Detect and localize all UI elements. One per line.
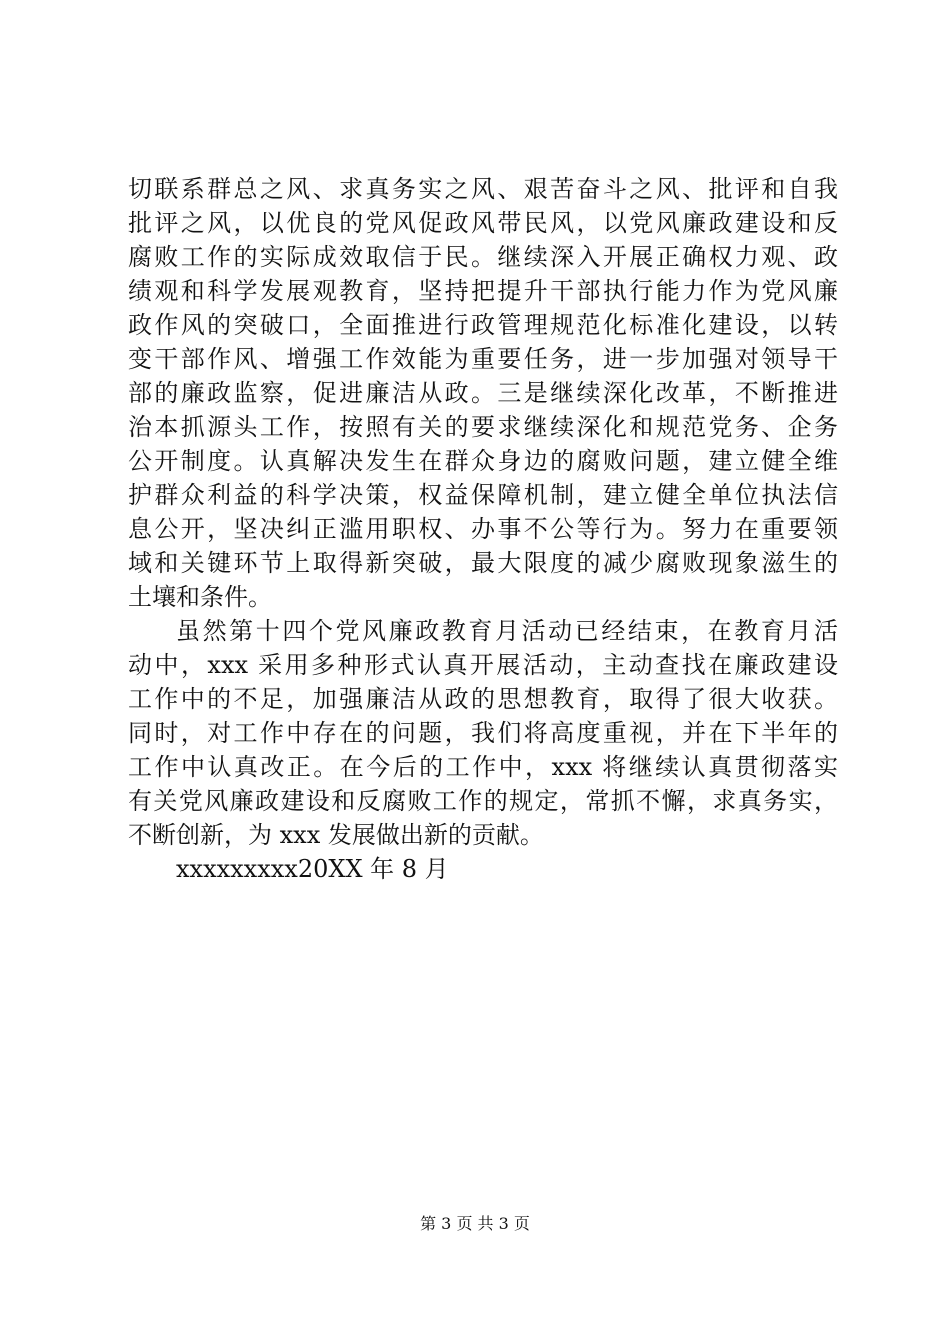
paragraph-1-line: 批评之风，以优良的党风促政风带民风，以党风廉政建设和反 bbox=[128, 209, 838, 237]
signature-date: xxxxxxxxx20XX 年 8 月 bbox=[176, 855, 449, 883]
paragraph-2-line: 工作中认真改正。在今后的工作中，xxx 将继续认真贯彻落实 bbox=[128, 753, 838, 781]
page-footer: 第 3 页 共 3 页 bbox=[420, 1214, 530, 1233]
paragraph-1-line: 治本抓源头工作，按照有关的要求继续深化和规范党务、企务 bbox=[128, 413, 838, 441]
paragraph-2-line: 有关党风廉政建设和反腐败工作的规定，常抓不懈，求真务实， bbox=[128, 787, 838, 815]
paragraph-1-line: 变干部作风、增强工作效能为重要任务，进一步加强对领导干 bbox=[128, 345, 838, 373]
paragraph-1-line: 部的廉政监察，促进廉洁从政。三是继续深化改革，不断推进 bbox=[128, 379, 838, 407]
paragraph-1-line: 政作风的突破口，全面推进行政管理规范化标准化建设，以转 bbox=[128, 311, 838, 339]
paragraph-1-line: 息公开，坚决纠正滥用职权、办事不公等行为。努力在重要领 bbox=[128, 515, 838, 543]
paragraph-1-line: 切联系群总之风、求真务实之风、艰苦奋斗之风、批评和自我 bbox=[128, 175, 838, 203]
paragraph-2-line: 不断创新，为 xxx 发展做出新的贡献。 bbox=[128, 821, 544, 849]
paragraph-1-line: 绩观和科学发展观教育，坚持把提升干部执行能力作为党风廉 bbox=[128, 277, 838, 305]
document-body bbox=[128, 172, 838, 886]
paragraph-2-line: 虽然第十四个党风廉政教育月活动已经结束，在教育月活 bbox=[176, 617, 838, 645]
paragraph-1-line: 腐败工作的实际成效取信于民。继续深入开展正确权力观、政 bbox=[128, 243, 838, 271]
paragraph-2-line: 动中，xxx 采用多种形式认真开展活动，主动查找在廉政建设 bbox=[128, 651, 838, 679]
paragraph-2-line: 工作中的不足，加强廉洁从政的思想教育，取得了很大收获。 bbox=[128, 685, 838, 713]
paragraph-1-line: 域和关键环节上取得新突破，最大限度的减少腐败现象滋生的 bbox=[128, 549, 838, 577]
paragraph-2-line: 同时，对工作中存在的问题，我们将高度重视，并在下半年的 bbox=[128, 719, 838, 747]
paragraph-1-line: 公开制度。认真解决发生在群众身边的腐败问题，建立健全维 bbox=[128, 447, 838, 475]
paragraph-1-line: 土壤和条件。 bbox=[128, 583, 272, 611]
paragraph-1-line: 护群众利益的科学决策，权益保障机制，建立健全单位执法信 bbox=[128, 481, 838, 509]
